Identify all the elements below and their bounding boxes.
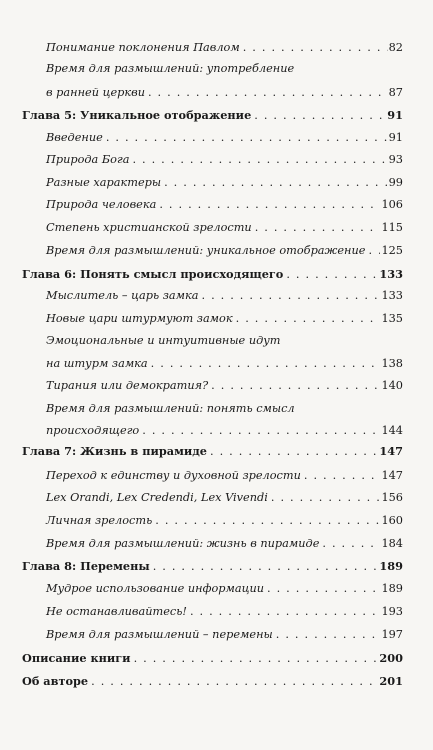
dot-leader (155, 514, 380, 528)
dot-leader (210, 445, 378, 459)
dot-leader (368, 244, 380, 258)
dot-leader (91, 675, 378, 689)
toc-chapter-entry (22, 559, 403, 574)
toc-section-entry (46, 176, 403, 190)
toc-entry-title: на штурм замка (46, 357, 148, 370)
toc-page-number: 99 (388, 176, 403, 189)
toc-page-number: 115 (381, 221, 403, 234)
toc-chapter-entry (22, 651, 403, 666)
toc-entry-title: Личная зрелость (46, 514, 153, 527)
dot-leader (142, 424, 380, 438)
toc-entry-title-line1: Время для размышлений: употребление (46, 62, 295, 75)
toc-chapter-entry (22, 267, 403, 282)
toc-page-number: 160 (381, 514, 403, 527)
toc-entry-title: Глава 7: Жизнь в пирамиде (22, 444, 207, 458)
toc-page-number: 93 (388, 153, 403, 166)
toc-entry-title: Мудрое использование информации (46, 582, 265, 595)
dot-leader (286, 268, 378, 282)
dot-leader (151, 357, 381, 371)
toc-section-entry (46, 86, 403, 100)
toc-section-entry (46, 379, 403, 393)
toc-section-entry (46, 491, 403, 505)
toc-section-entry (46, 537, 403, 551)
dot-leader (190, 605, 381, 619)
toc-entry-title: Время для размышлений: жизнь в пирамиде (46, 537, 320, 550)
toc-page-number: 147 (379, 444, 403, 458)
toc-section-entry (46, 628, 403, 642)
toc-entry-title: Lex Orandi, Lex Credendi, Lex Vivendi (46, 491, 268, 504)
dot-leader (271, 491, 381, 505)
toc-entry-title: Переход к единству и духовной зрелости (46, 469, 301, 482)
dot-leader (148, 86, 388, 100)
toc-entry-title: в ранней церкви (46, 86, 145, 99)
toc-page-number: 201 (379, 674, 403, 688)
dot-leader (134, 652, 379, 666)
toc-section-entry (46, 312, 403, 326)
toc-page-number: 200 (379, 651, 403, 665)
toc-page-number: 133 (381, 289, 403, 302)
toc-page-number: 140 (381, 379, 403, 392)
dot-leader (322, 537, 380, 551)
toc-page-number: 82 (388, 41, 403, 54)
dot-leader (267, 582, 380, 596)
toc-page-number: 135 (381, 312, 403, 325)
dot-leader (255, 221, 381, 235)
toc-page-number: 189 (379, 559, 403, 573)
toc-entry-title: Время для размышлений – перемены (46, 628, 273, 641)
toc-page-number: 138 (381, 357, 403, 370)
dot-leader (106, 131, 388, 145)
dot-leader (132, 153, 387, 167)
toc-page-number: 91 (388, 131, 403, 144)
dot-leader (153, 560, 379, 574)
toc-entry-title: Глава 6: Понять смысл происходящего (22, 267, 284, 281)
toc-section-entry (46, 221, 403, 235)
toc-entry-title: Степень христианской зрелости (46, 221, 252, 234)
toc-section-entry (46, 424, 403, 438)
toc-entry-title: Время для размышлений: уникальное отображение (46, 244, 366, 257)
toc-entry-title: Разные характеры (46, 176, 162, 189)
toc-entry-title: Новые цари штурмуют замок (46, 312, 233, 325)
toc-entry-title-line1: Время для размышлений: понять смысл (46, 402, 295, 415)
toc-section-entry (46, 582, 403, 596)
toc-chapter-entry (22, 674, 403, 689)
toc-entry-title: Об авторе (22, 674, 89, 688)
toc-page-number: 133 (379, 267, 403, 281)
toc-page-number: 184 (381, 537, 403, 550)
toc-entry-title: Глава 5: Уникальное отображение (22, 108, 252, 122)
toc-entry-title: Природа человека (46, 198, 157, 211)
toc-page-number: 156 (381, 491, 403, 504)
toc-section-entry (46, 357, 403, 371)
toc-chapter-entry (22, 108, 403, 123)
toc-section-entry (46, 469, 403, 483)
toc-chapter-entry (22, 444, 403, 459)
dot-leader (254, 109, 386, 123)
toc-section-entry (46, 605, 403, 619)
toc-section-entry (46, 244, 403, 258)
toc-page-number: 193 (381, 605, 403, 618)
toc-entry-title: происходящего (46, 424, 140, 437)
toc-entry-title: Не останавливайтесь! (46, 605, 187, 618)
dot-leader (243, 41, 388, 55)
toc-entry-title: Природа Бога (46, 153, 130, 166)
dot-leader (164, 176, 388, 190)
toc-entry-title: Мыслитель – царь замка (46, 289, 199, 302)
toc-section-entry (46, 131, 403, 145)
toc-page-number: 144 (381, 424, 403, 437)
toc-page-number: 91 (387, 108, 403, 122)
toc-page-number: 197 (381, 628, 403, 641)
toc-entry-title-line1: Эмоциональные и интуитивные идут (46, 334, 281, 347)
dot-leader (211, 379, 380, 393)
toc-entry-title: Тирания или демократия? (46, 379, 209, 392)
toc-page-number: 189 (381, 582, 403, 595)
dot-leader (159, 198, 380, 212)
toc-entry-title: Описание книги (22, 651, 131, 665)
dot-leader (201, 289, 380, 303)
toc-page-number: 147 (381, 469, 403, 482)
dot-leader (276, 628, 381, 642)
dot-leader (236, 312, 381, 326)
toc-page-number: 125 (381, 244, 403, 257)
toc-section-entry (46, 514, 403, 528)
toc-page-number: 106 (381, 198, 403, 211)
toc-section-entry (46, 198, 403, 212)
toc-section-entry (46, 289, 403, 303)
toc-page-number: 87 (388, 86, 403, 99)
toc-entry-title: Глава 8: Перемены (22, 559, 150, 573)
toc-section-entry (46, 41, 403, 55)
dot-leader (304, 469, 381, 483)
toc-entry-title: Введение (46, 131, 103, 144)
toc-section-entry (46, 153, 403, 167)
toc-entry-title: Понимание поклонения Павлом (46, 41, 240, 54)
